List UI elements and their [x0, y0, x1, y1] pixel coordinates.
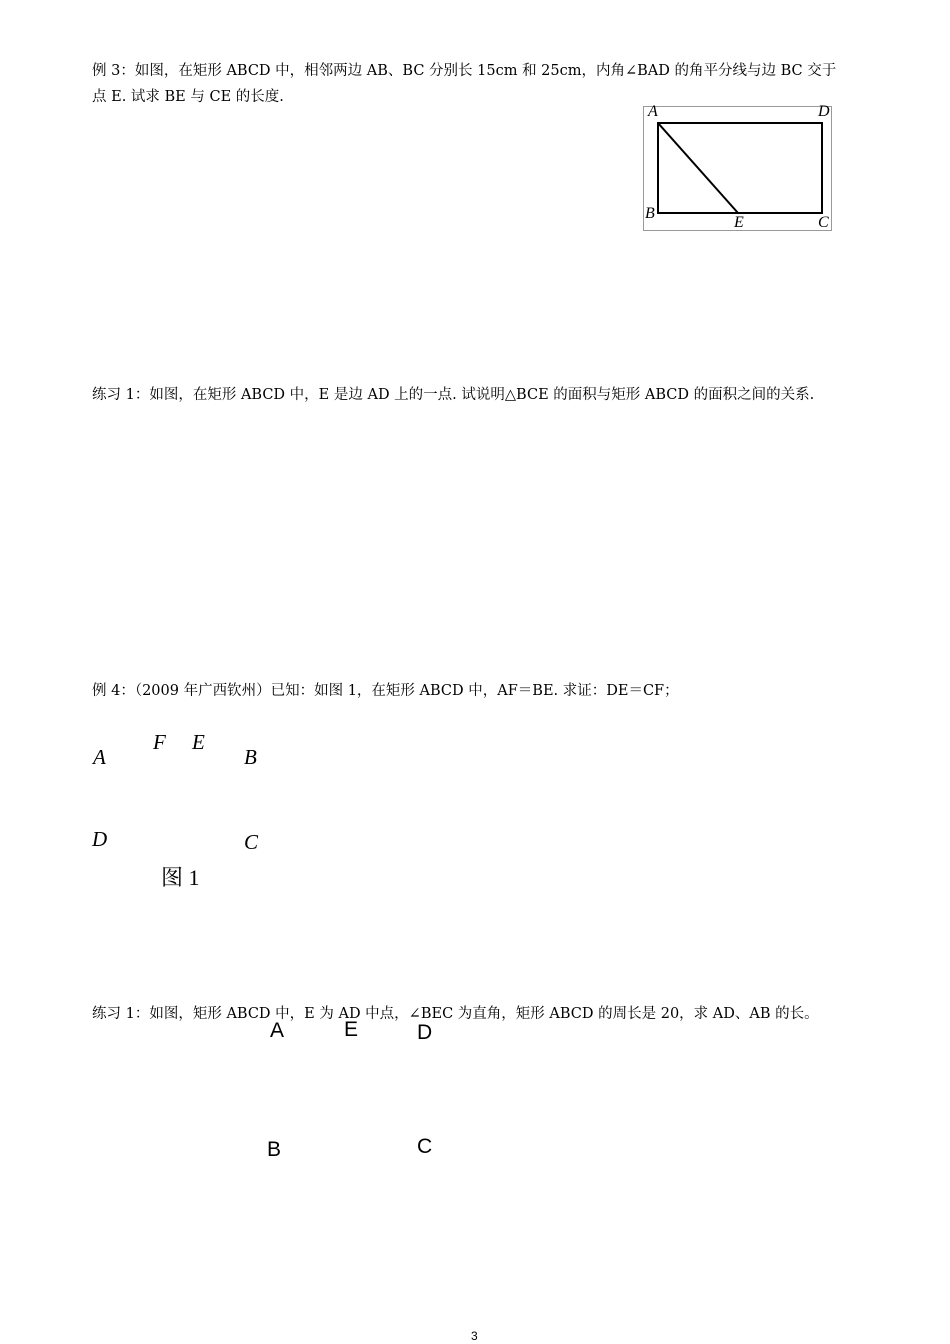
point-label-d: D — [92, 827, 108, 851]
bisector-ae — [658, 123, 738, 213]
figure-caption: 图 1 — [161, 865, 200, 890]
example3-line2: 点 E. 试求 BE 与 CE 的长度. — [92, 89, 284, 105]
example4-text: 例 4：（2009 年广西钦州）已知：如图 1，在矩形 ABCD 中，AF＝BE. 求证：DE＝CF； — [92, 683, 679, 699]
point-label-d: D — [417, 1021, 433, 1044]
point-label-b: B — [645, 205, 655, 222]
point-label-c: C — [244, 830, 259, 854]
point-label-a: A — [93, 745, 106, 769]
point-label-b: B — [244, 745, 257, 769]
example3-line1: 例 3：如图，在矩形 ABCD 中，相邻两边 AB、BC 分别长 15cm 和 25cm，内角∠BAD 的角平分线与边 BC 交于 — [92, 63, 837, 79]
page-number: 3 — [471, 1329, 478, 1343]
point-label-f: F — [153, 730, 166, 754]
rectangle-abcd — [658, 123, 822, 213]
exercise1b-text: 练习 1：如图，矩形 ABCD 中，E 为 AD 中点，∠BEC 为直角，矩形 ABCD 的周长是 20，求 AD、AB 的长。 — [92, 1006, 819, 1022]
point-label-e: E — [734, 214, 744, 231]
point-label-b: B — [267, 1138, 282, 1161]
point-label-a: A — [270, 1019, 285, 1042]
point-label-a: A — [648, 103, 658, 120]
point-label-e: E — [344, 1018, 359, 1041]
point-label-c: C — [417, 1135, 433, 1158]
point-label-c: C — [818, 214, 829, 231]
point-label-e: E — [192, 730, 205, 754]
exercise1a-text: 练习 1：如图，在矩形 ABCD 中，E 是边 AD 上的一点. 试说明△BCE 的面积与矩形 ABCD 的面积之间的关系. — [92, 387, 815, 403]
point-label-d: D — [818, 103, 830, 120]
